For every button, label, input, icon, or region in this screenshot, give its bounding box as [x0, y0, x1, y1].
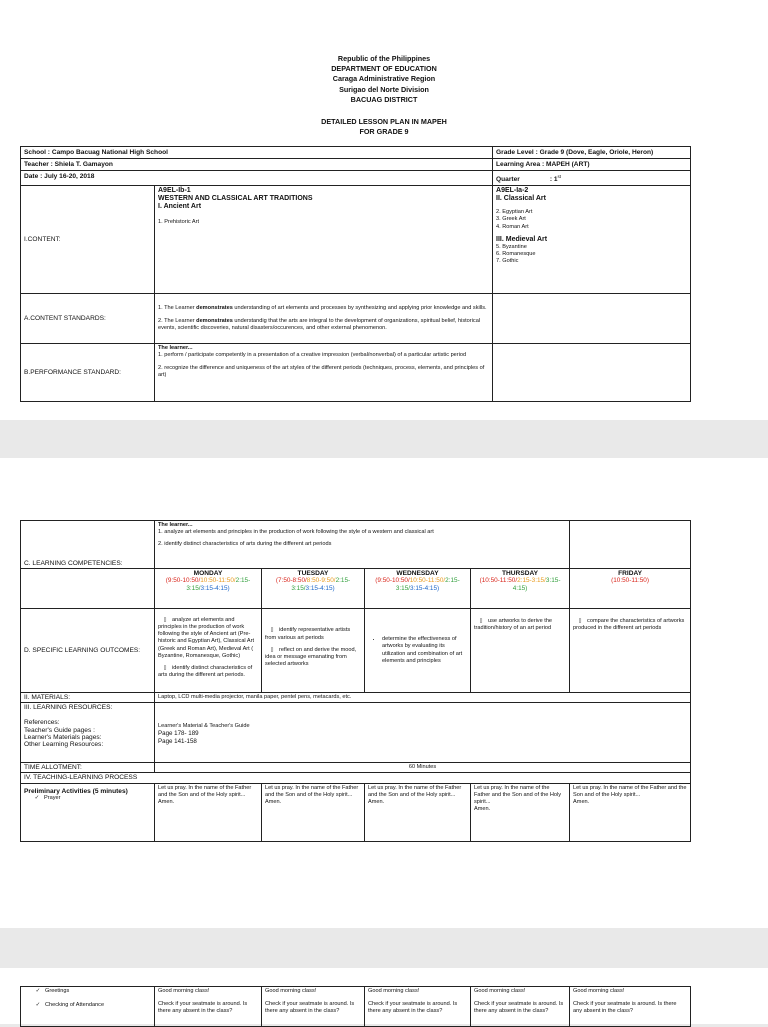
header-line: Surigao del Norte Division — [339, 84, 429, 94]
prayer-thursday: Let us pray. In the name of the Father and the Son and of the Holy spirit... Amen. — [471, 783, 570, 841]
schedule-time: (9:50-10:50/ — [375, 577, 410, 585]
schedule-times — [573, 577, 687, 585]
day-wednesday: WEDNESDAY (9:50-10:50/10:50-11:50/2:15-3:15/3:15-4:15) — [365, 569, 471, 609]
time-allotment-label: TIME ALLOTMENT: — [21, 763, 155, 773]
box-bullet-icon: ▯ — [479, 618, 483, 624]
greeting-wednesday: Good morning class! Check if your seatmate is around. Is there any absent in the class? — [365, 987, 471, 1027]
greeting-tuesday: Good morning class! Check if your seatmate is around. Is there any absent in the class? — [262, 987, 365, 1027]
greetings-label: ✓ Greetings ✓ Checking of Attendance — [21, 987, 155, 1027]
page-2 — [0, 458, 768, 928]
resources-value: Learner's Material & Teacher's Guide Page 178- 189 Page 141-158 — [155, 703, 691, 763]
greeting-monday: Good morning class! Check if your seatmate is around. Is there any absent in the class? — [155, 987, 262, 1027]
prayer-tuesday: Let us pray. In the name of the Father and the Son and of the Holy spirit... Amen. — [262, 783, 365, 841]
page-1 — [0, 0, 768, 420]
schedule-times — [368, 577, 467, 593]
box-bullet-icon: ▯ — [163, 664, 167, 671]
schedule-time: 10:50-11:50/ — [409, 577, 446, 585]
content-standards-label: A.CONTENT STANDARDS: — [21, 294, 155, 344]
schedule-time: 2:15-3:15/ — [291, 577, 351, 593]
resources-label: III. LEARNING RESOURCES: References: Teacher's Guide pages : Learner's Materials pages: Other Learning Resources: — [21, 703, 155, 763]
box-bullet-icon: ▯ — [270, 646, 274, 653]
schedule-time: 2:15-3:15/ — [517, 577, 546, 585]
outcome-wednesday: • determine the effectiveness of artworks by evaluating its utilization and combination of art elements and principles — [365, 609, 471, 693]
lesson-info-table — [20, 146, 691, 402]
checkmark-icon: ✓ — [35, 988, 41, 994]
greeting-thursday: Good morning class! Check if your seatmate is around. Is there any absent in the class? — [471, 987, 570, 1027]
learning-area-cell: Learning Area : MAPEH (ART) — [493, 159, 691, 171]
schedule-time: (9:50-10:50/ — [165, 577, 201, 585]
schedule-time: 8:50-9:50/ — [306, 577, 336, 585]
box-bullet-icon: ▯ — [270, 627, 274, 634]
schedule-time: (10:50-11:50) — [611, 577, 649, 585]
content-cell-ancient: A9EL-Ib-1 WESTERN AND CLASSICAL ART TRADITIONS I. Ancient Art 1. Prehistoric Art — [155, 186, 493, 294]
day-thursday: THURSDAY (10:50-11:50/2:15-3:15/3:15-4:15) — [471, 569, 570, 609]
box-bullet-icon: ▯ — [163, 616, 167, 623]
quarter-cell: Quarter : 1st — [493, 171, 691, 186]
schedule-time: (10:50-11:50/ — [479, 577, 518, 585]
schedule-time: 2:15-3:15/ — [395, 577, 460, 593]
outcome-friday: ▯ compare the characteristics of artworks produced in the different art periods — [570, 609, 691, 693]
page-3 — [0, 968, 768, 1024]
competencies-text: The learner... 1. analyze art elements and principles in the production of work following the style of a western and classical art 2. identify distinct characteristics of arts during the different art periods — [155, 521, 570, 569]
date-cell: Date : July 16-20, 2018 — [21, 171, 493, 186]
greetings-table — [20, 986, 691, 1027]
schedule-times — [158, 577, 258, 593]
schedule-times — [265, 577, 361, 593]
outcomes-label: D. SPECIFIC LEARNING OUTCOMES: — [21, 609, 155, 693]
schedule-time: 3:15-4:15) — [512, 577, 561, 593]
greeting-friday: Good morning class! Check if your seatmate is around. Is there any absent in the class? — [570, 987, 691, 1027]
preliminary-label: Preliminary Activities (5 minutes) ✓ Prayer — [21, 783, 155, 841]
teacher-cell: Teacher : Shiela T. Gamayon — [21, 159, 493, 171]
school-cell: School : Campo Bacuag National High School — [21, 147, 493, 159]
checkmark-icon: ✓ — [35, 1002, 41, 1009]
competencies-table — [20, 520, 691, 842]
schedule-time: 3:15-4:15) — [305, 585, 335, 593]
performance-standard-label: B.PERFORMANCE STANDARD: — [21, 344, 155, 402]
grade-line: FOR GRADE 9 — [359, 127, 409, 137]
plan-title: DETAILED LESSON PLAN IN MAPEH — [321, 117, 447, 127]
prayer-friday: Let us pray. In the name of the Father and the Son and of the Holy spirit... Amen. — [570, 783, 691, 841]
schedule-time: (7:50-8:50/ — [275, 577, 307, 585]
prayer-wednesday: Let us pray. In the name of the Father and the Son and of the Holy spirit... Amen. — [365, 783, 471, 841]
materials-label: II. MATERIALS: — [21, 693, 155, 703]
schedule-times — [474, 577, 566, 593]
day-monday: MONDAY (9:50-10:50/10:50-11:50/2:15-3:15/3:15-4:15) — [155, 569, 262, 609]
performance-standard-text: The learner... 1. perform / participate competently in a presentation of a creative impression (verbal/nonverbal) of a particular artistic period 2. recognize the difference and uniqueness of the art styles of the different periods (techniques, process, elements, and principles of art) — [155, 344, 493, 402]
schedule-time: 3:15-4:15) — [410, 585, 440, 593]
time-allotment-value: 60 Minutes — [155, 763, 691, 773]
competencies-label: C. LEARNING COMPETENCIES: — [21, 521, 155, 569]
content-cell-classical: A9EL-Ia-2 II. Classical Art 2. Egyptian Art 3. Greek Art 4. Roman Art III. Medieval Art 5. Byzantine 6. Romanesque 7. Gothic — [493, 186, 691, 294]
checkmark-icon: ✓ — [34, 794, 40, 801]
materials-value: Laptop, LCD multi-media projector, manila paper, pentel pens, metacards, etc. — [155, 693, 691, 703]
teaching-process-label: IV. TEACHING-LEARNING PROCESS — [21, 773, 691, 783]
document-header — [0, 54, 768, 137]
header-line: Republic of the Philippines — [337, 54, 431, 63]
schedule-time: 2:15-3:15/ — [186, 577, 251, 593]
box-bullet-icon: ▯ — [578, 618, 582, 624]
header-line: BACUAG DISTRICT — [350, 94, 418, 104]
schedule-time: 10:50-11:50/ — [200, 577, 236, 585]
content-standards-text: 1. The Learner demonstrates understanding of art elements and processes by synthesizing and applying prior knowledge and skills. 2. The Learner demonstrates understandig that the arts are integral to the development of organizations, spiritual belief, historical events, scientific discoveries, natural disasters/occurences, and other external phenomenon. — [155, 294, 493, 344]
content-label: I.CONTENT: — [21, 186, 155, 294]
header-line: Caraga Administrative Region — [332, 74, 436, 84]
grade-level-cell: Grade Level : Grade 9 (Dove, Eagle, Oriole, Heron) — [493, 147, 691, 159]
outcome-tuesday: ▯ identify representative artists from various art periods ▯ reflect on and derive the mood, idea or message emanating from selected artworks — [262, 609, 365, 693]
outcome-monday: ▯ analyze art elements and principles in the production of work following the style of Ancient art (Pre-historic and Egyptian Art), Classical Art (Greek and Roman Art), Medieval Art ( Byzantine, Romanesque, Gothic) ▯ identify distinct characteristics of arts during the different art periods. — [155, 609, 262, 693]
schedule-time: 3:15-4:15) — [200, 585, 230, 593]
outcome-thursday: ▯ use artworks to derive the tradition/history of an art period — [471, 609, 570, 693]
header-line: DEPARTMENT OF EDUCATION — [331, 64, 437, 74]
day-friday: FRIDAY (10:50-11:50) — [570, 569, 691, 609]
prayer-monday: Let us pray. In the name of the Father and the Son and of the Holy spirit... Amen. — [155, 783, 262, 841]
day-tuesday: TUESDAY (7:50-8:50/8:50-9:50/2:15-3:15/3:15-4:15) — [262, 569, 365, 609]
